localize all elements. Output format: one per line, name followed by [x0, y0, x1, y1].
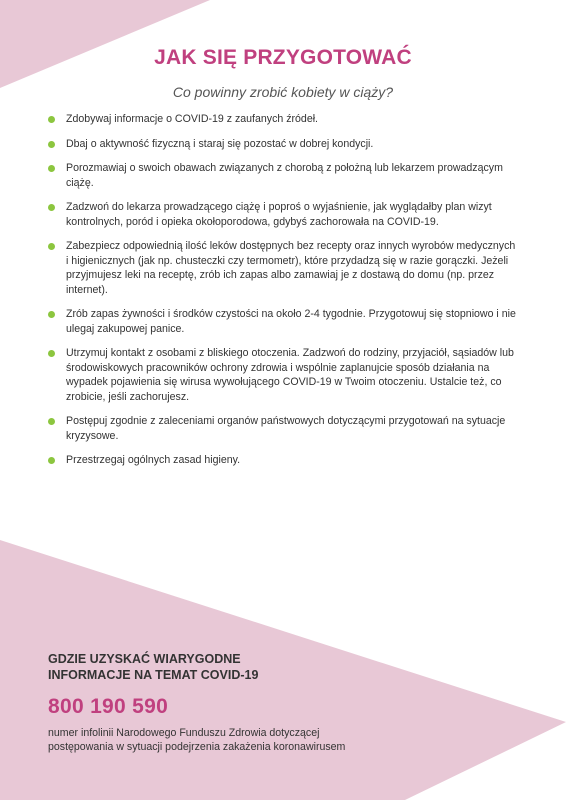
bullet-icon: [48, 350, 55, 357]
hotline-description: [48, 726, 408, 754]
bullet-icon: [48, 418, 55, 425]
list-item-text: Zdobywaj informacje o COVID-19 z zaufanych źródeł.: [66, 113, 319, 125]
bullet-icon: [48, 311, 55, 318]
list-item-text: Postępuj zgodnie z zaleceniami organów państwowych dotyczącymi przygotowań na sytuacje kryzysowe.: [66, 415, 506, 442]
bullet-icon: [48, 116, 55, 123]
list-item: [46, 346, 516, 404]
list-item-text: Zadzwoń do lekarza prowadzącego ciążę i poproś o wyjaśnienie, jak wyglądałby plan wizyt kontrolnych, poród i opieka okołoporodowa, gdybyś zachorowała na COVID-19.: [66, 201, 492, 228]
list-item-text: Zrób zapas żywności i środków czystości na około 2-4 tygodnie. Przygotowuj się stopniowo i nie ulegaj zakupowej panice.: [66, 308, 516, 335]
page-subtitle: Co powinny zrobić kobiety w ciąży?: [172, 84, 394, 100]
list-item: [46, 161, 516, 190]
list-item: [46, 453, 516, 468]
list-item-text: Zabezpiecz odpowiednią ilość leków dostępnych bez recepty oraz innych wyrobów medycznych i higienicznych (jak np. chusteczki czy termometr), które przydadzą się w razie gorączki. Jeżeli przyjmujesz leki na receptę, zrób ich zapas albo zamawiaj je z dostawą do domu (np. przez internet).: [66, 240, 516, 296]
list-item-text: Porozmawiaj o swoich obawach związanych z chorobą z położną lub lekarzem prowadzącym ciążę.: [66, 162, 503, 189]
list-item: [46, 239, 516, 297]
bullet-icon: [48, 243, 55, 250]
list-item-text: Przestrzegaj ogólnych zasad higieny.: [66, 454, 241, 466]
bullet-icon: [48, 204, 55, 211]
info-heading: [48, 651, 348, 683]
list-item-text: Utrzymuj kontakt z osobami z bliskiego otoczenia. Zadzwoń do rodziny, przyjaciół, sąsiadów lub środowiskowych pracowników ochrony zdrowia i wspólnie zaplanujcie sposób działania na wypadek pojawienia się wirusa wywołującego COVID-19 w Twoim otoczeniu. Ustalcie też, co zrobicie, jeśli zachorujesz.: [66, 347, 514, 403]
list-item: [46, 112, 516, 127]
bullet-icon: [48, 165, 55, 172]
list-item: [46, 307, 516, 336]
list-item-text: Dbaj o aktywność fizyczną i staraj się pozostać w dobrej kondycji.: [66, 137, 374, 150]
bullet-icon: [48, 457, 55, 464]
tips-list: [46, 112, 516, 478]
info-heading-line: GDZIE UZYSKAĆ WIARYGODNE: [48, 652, 241, 666]
list-item: [46, 200, 516, 229]
bullet-icon: [48, 141, 55, 148]
page-title: JAK SIĘ PRZYGOTOWAĆ: [154, 46, 412, 69]
list-item: [46, 414, 516, 443]
hotline-description-line: numer infolinii Narodowego Funduszu Zdrowia dotyczącej: [48, 727, 320, 739]
hotline-number: 800 190 590: [48, 695, 169, 718]
hotline-description-line: postępowania w sytuacji podejrzenia zakażenia koronawirusem: [48, 741, 346, 753]
list-item: [46, 137, 516, 152]
info-heading-line: INFORMACJE NA TEMAT COVID-19: [48, 668, 259, 682]
